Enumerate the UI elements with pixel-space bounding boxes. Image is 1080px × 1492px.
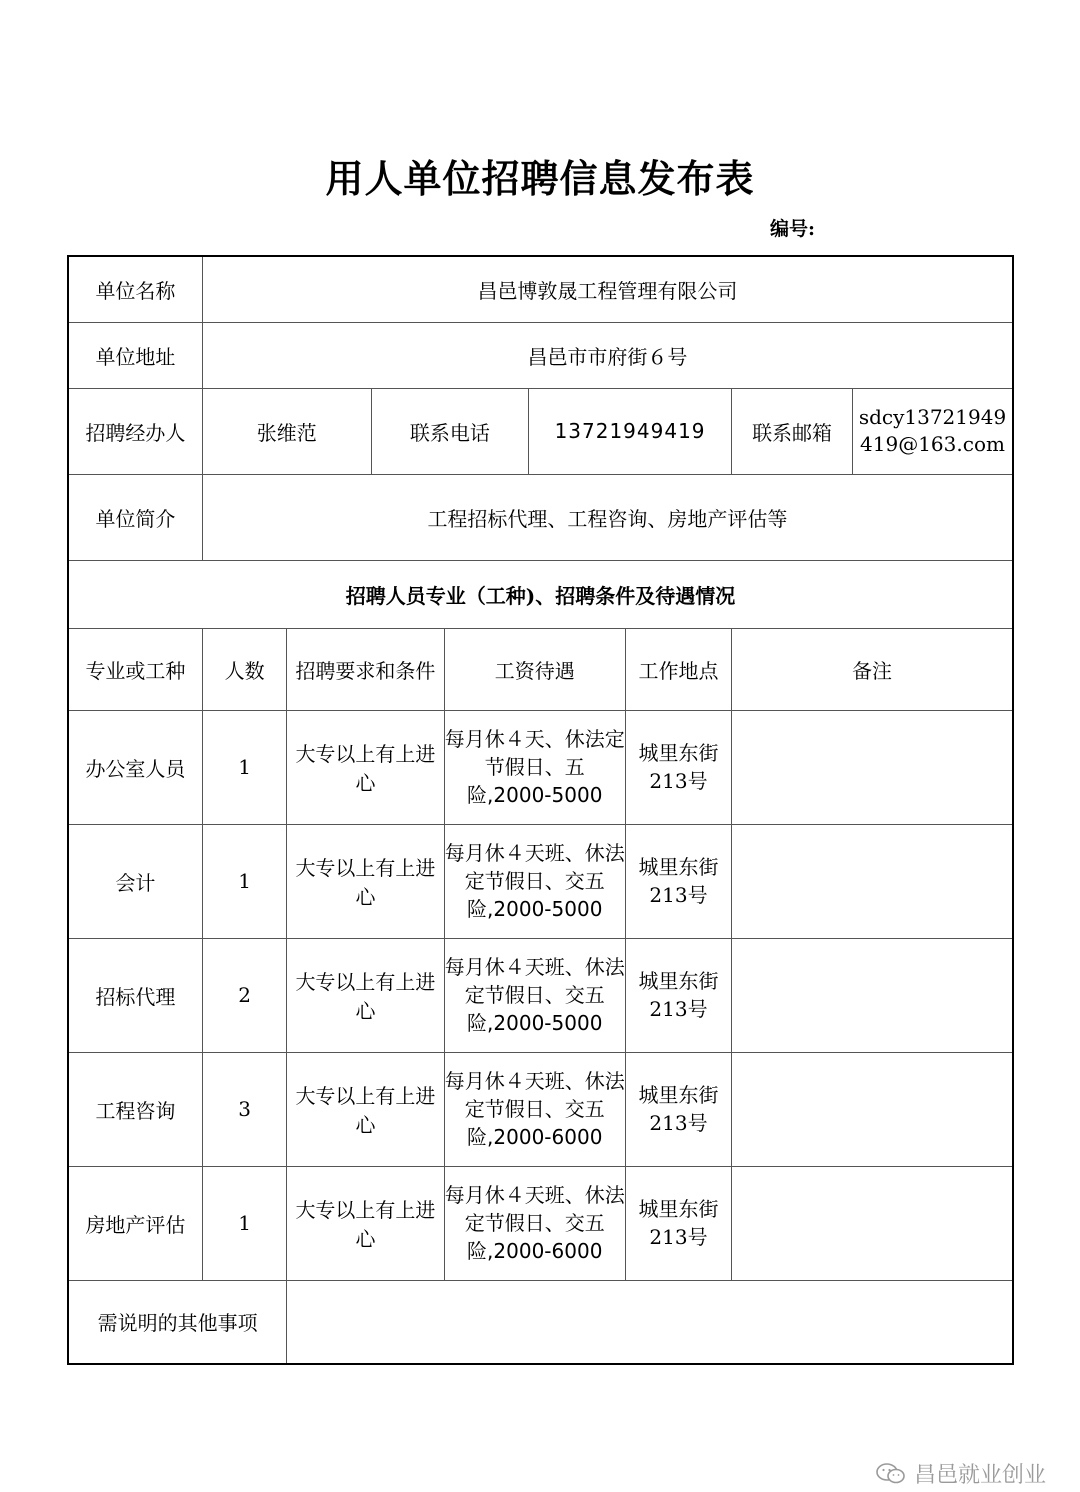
phone-number: 13721949419 (528, 388, 731, 474)
watermark-text: 昌邑就业创业 (913, 1463, 1046, 1488)
wechat-watermark (876, 1458, 1046, 1489)
company-address: 昌邑市市府街６号 (202, 322, 1013, 388)
company-name-label: 单位名称 (68, 256, 202, 322)
column-header-salary: 工资待遇 (444, 628, 625, 710)
column-header-location: 工作地点 (625, 628, 731, 710)
phone-label: 联系电话 (371, 388, 528, 474)
row-location: 城里东街213号 (625, 938, 731, 1052)
column-header-note: 备注 (732, 628, 1013, 710)
company-name: 昌邑博敦晟工程管理有限公司 (202, 256, 1013, 322)
row-job: 房地产评估 (68, 1166, 202, 1280)
company-intro-label: 单位简介 (68, 474, 202, 560)
contact-person: 张维范 (202, 388, 371, 474)
other-matters-label: 需说明的其他事项 (68, 1280, 287, 1364)
row-note (732, 1052, 1013, 1166)
row-location: 城里东街213号 (625, 824, 731, 938)
row-salary: 每月休４天、休法定节假日、五险,2000-5000 (444, 710, 625, 824)
other-matters-value (287, 1280, 1013, 1364)
table-row (68, 938, 1013, 1052)
column-header-requirement: 招聘要求和条件 (287, 628, 444, 710)
contact-person-label: 招聘经办人 (68, 388, 202, 474)
row-job: 工程咨询 (68, 1052, 202, 1166)
row-job: 会计 (68, 824, 202, 938)
row-count: 1 (202, 710, 286, 824)
row-location: 城里东街213号 (625, 1052, 731, 1166)
table-row (68, 1166, 1013, 1280)
row-note (732, 1166, 1013, 1280)
row-location: 城里东街213号 (625, 710, 731, 824)
company-intro: 工程招标代理、工程咨询、房地产评估等 (202, 474, 1013, 560)
row-requirement: 大专以上有上进心 (287, 824, 444, 938)
row-note (732, 710, 1013, 824)
company-address-label: 单位地址 (68, 322, 202, 388)
column-header-job: 专业或工种 (68, 628, 202, 710)
serial-number-label: 编号: (770, 218, 816, 240)
row-count: 2 (202, 938, 286, 1052)
email-address: sdcy13721949419@163.com (853, 388, 1014, 474)
row-salary: 每月休４天班、休法定节假日、交五险,2000-6000 (444, 1166, 625, 1280)
row-salary: 每月休４天班、休法定节假日、交五险,2000-6000 (444, 1052, 625, 1166)
row-requirement: 大专以上有上进心 (287, 1052, 444, 1166)
row-count: 3 (202, 1052, 286, 1166)
row-note (732, 824, 1013, 938)
row-salary: 每月休４天班、休法定节假日、交五险,2000-5000 (444, 824, 625, 938)
row-job: 办公室人员 (68, 710, 202, 824)
row-salary: 每月休４天班、休法定节假日、交五险,2000-5000 (444, 938, 625, 1052)
row-count: 1 (202, 824, 286, 938)
table-row (68, 710, 1013, 824)
row-note (732, 938, 1013, 1052)
row-location: 城里东街213号 (625, 1166, 731, 1280)
row-count: 1 (202, 1166, 286, 1280)
wechat-icon (876, 1463, 906, 1485)
column-header-count: 人数 (202, 628, 286, 710)
section-title: 招聘人员专业（工种)、招聘条件及待遇情况 (68, 560, 1013, 628)
email-label: 联系邮箱 (732, 388, 853, 474)
row-requirement: 大专以上有上进心 (287, 938, 444, 1052)
recruitment-table (67, 255, 1014, 1365)
row-requirement: 大专以上有上进心 (287, 710, 444, 824)
page-title: 用人单位招聘信息发布表 (325, 156, 755, 201)
row-job: 招标代理 (68, 938, 202, 1052)
table-row (68, 1052, 1013, 1166)
row-requirement: 大专以上有上进心 (287, 1166, 444, 1280)
table-row (68, 824, 1013, 938)
